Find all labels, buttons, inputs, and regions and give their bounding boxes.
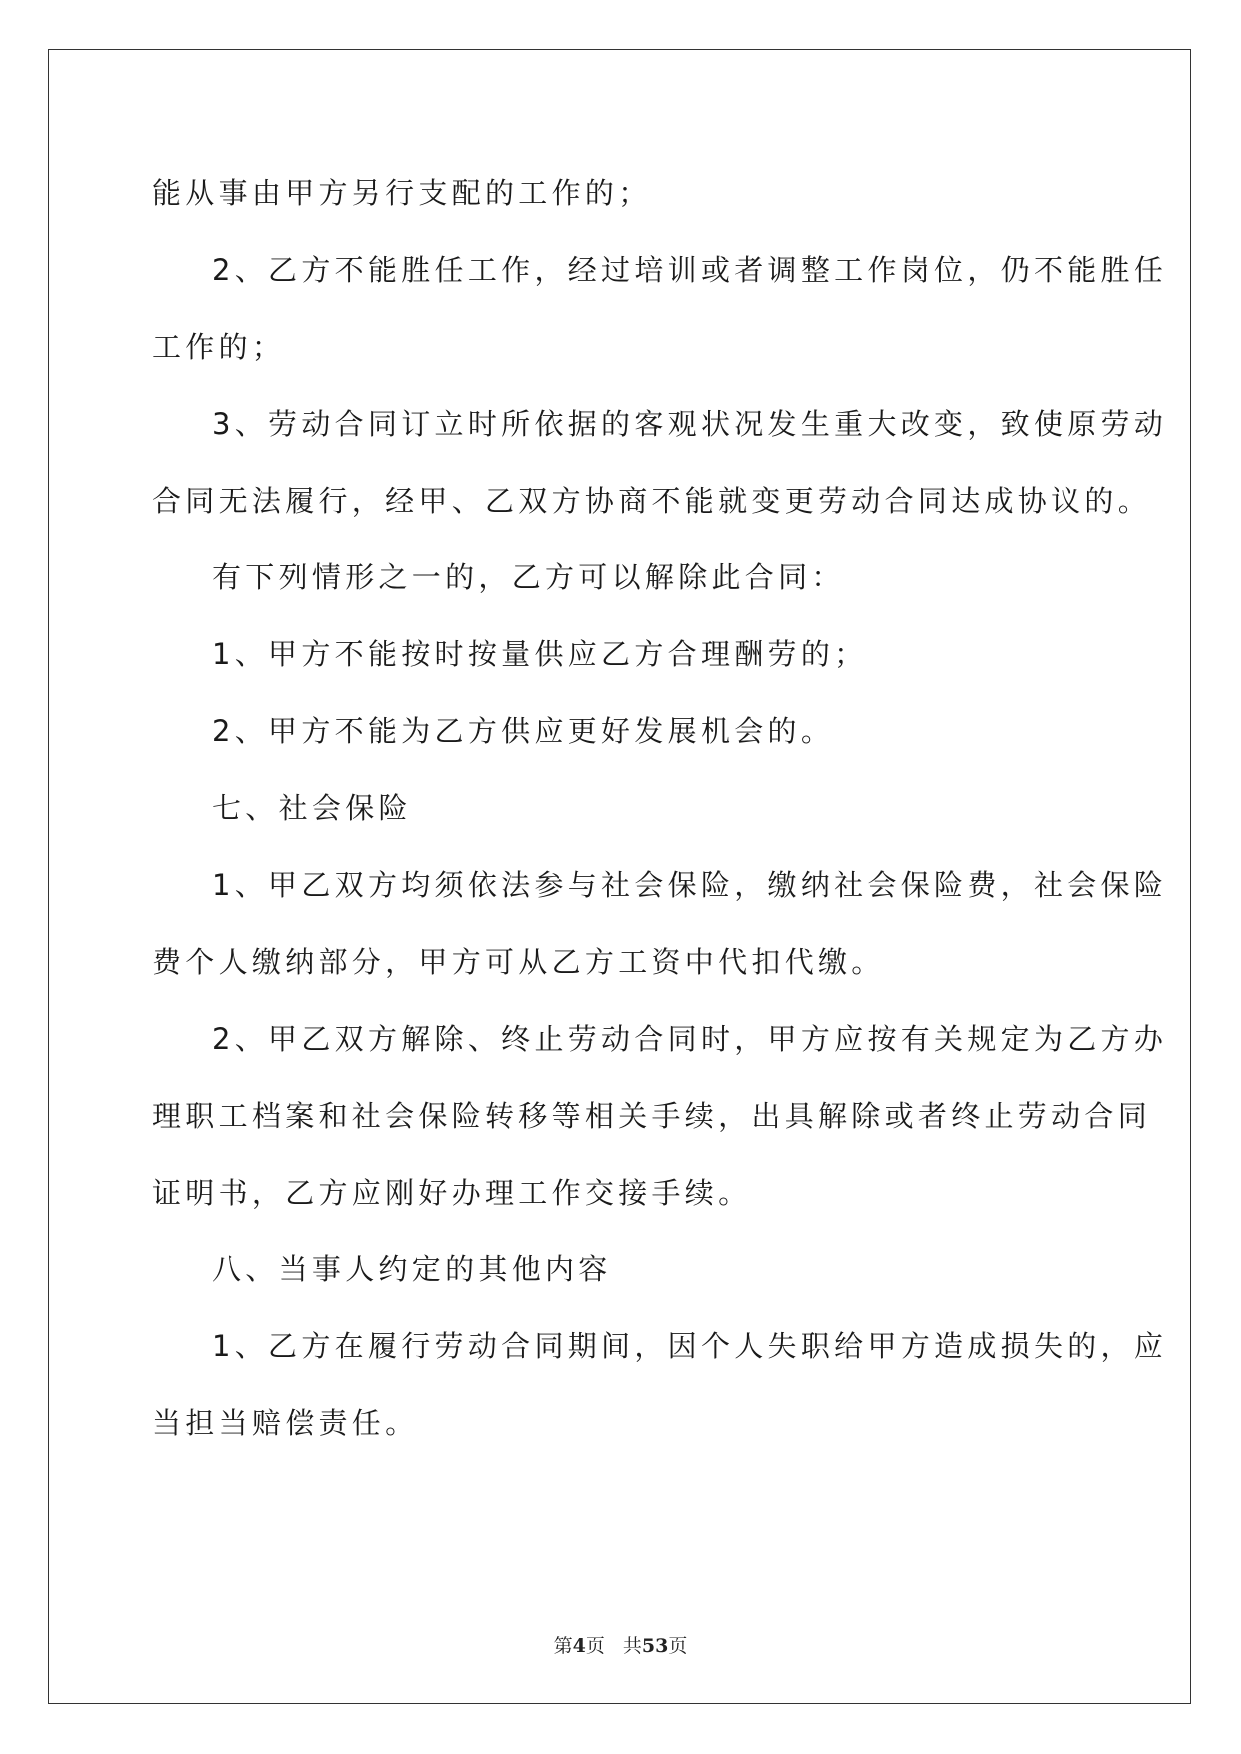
- text-line: 合同无法履行，经甲、乙双方协商不能就变更劳动合同达成协议的。: [152, 483, 1152, 518]
- footer-prefix: 第: [553, 1635, 573, 1657]
- text-line: 当担当赔偿责任。: [152, 1406, 419, 1441]
- text-line: 2、乙方不能胜任工作，经过培训或者调整工作岗位，仍不能胜任: [212, 252, 1168, 287]
- text-line: 证明书，乙方应刚好办理工作交接手续。: [152, 1175, 752, 1210]
- section-heading: 七、社会保险: [212, 791, 412, 826]
- text-line: 3、劳动合同订立时所依据的客观状况发生重大改变，致使原劳动: [212, 406, 1168, 441]
- text-line: 理职工档案和社会保险转移等相关手续，出具解除或者终止劳动合同: [152, 1098, 1152, 1133]
- current-page-number: 4: [572, 1635, 586, 1657]
- footer-page-suffix: 页: [585, 1635, 605, 1657]
- text-line: 1、甲方不能按时按量供应乙方合理酬劳的；: [212, 637, 868, 672]
- text-line: 工作的；: [152, 329, 286, 364]
- text-line: 2、甲方不能为乙方供应更好发展机会的。: [212, 714, 835, 749]
- text-line: 能从事由甲方另行支配的工作的；: [152, 176, 652, 210]
- text-line: 1、甲乙双方均须依法参与社会保险，缴纳社会保险费，社会保险: [212, 868, 1168, 903]
- page-footer: [0, 1631, 1241, 1658]
- footer-total-prefix: 共: [622, 1635, 642, 1657]
- text-line: 有下列情形之一的，乙方可以解除此合同：: [212, 560, 845, 595]
- text-line: 费个人缴纳部分，甲方可从乙方工资中代扣代缴。: [152, 944, 885, 979]
- document-body: [152, 155, 1168, 1462]
- total-page-count: 53: [641, 1635, 669, 1657]
- text-line: 1、乙方在履行劳动合同期间，因个人失职给甲方造成损失的，应: [212, 1329, 1168, 1364]
- footer-total-suffix: 页: [668, 1635, 688, 1657]
- section-heading: 八、当事人约定的其他内容: [212, 1252, 612, 1287]
- text-line: 2、甲乙双方解除、终止劳动合同时，甲方应按有关规定为乙方办: [212, 1021, 1168, 1056]
